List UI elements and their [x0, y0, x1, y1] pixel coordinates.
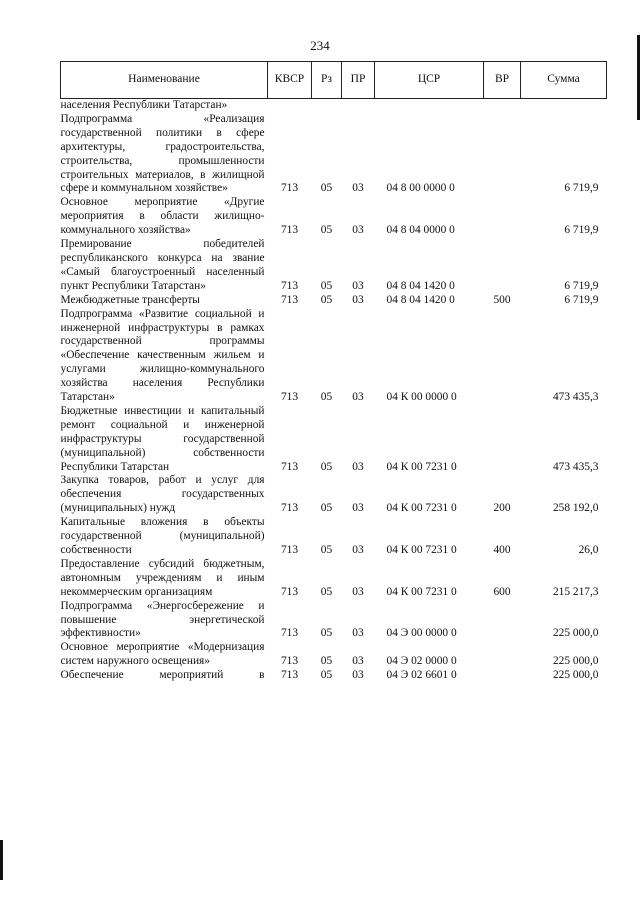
budget-table	[60, 61, 607, 683]
row-kvsr: 713	[280, 279, 299, 292]
row-pr: 03	[352, 224, 364, 237]
row-vr: 500	[493, 293, 511, 306]
row-csr: 04 8 00 0000 0	[386, 182, 455, 195]
header-rz: Рз	[312, 62, 342, 99]
row-sum: 473 435,3	[552, 391, 599, 404]
row-vr	[484, 113, 521, 196]
table-row	[61, 669, 607, 683]
row-csr	[375, 99, 484, 113]
row-csr: 04 К 00 7231 0	[386, 585, 457, 598]
row-rz: 05	[320, 279, 333, 292]
row-sum: 6 719,9	[564, 293, 599, 306]
row-rz: 05	[320, 293, 333, 306]
row-name: Подпрограмма «Энергосбережение и повышение энергетической эффективности»	[60, 599, 265, 640]
row-sum: 6 719,9	[564, 182, 599, 195]
page-number: 234	[310, 38, 330, 53]
table-row	[61, 558, 607, 600]
header-vr: ВР	[484, 62, 521, 99]
row-name: Межбюджетные трансферты	[60, 293, 200, 306]
table-row	[61, 516, 607, 558]
row-name: Закупка товаров, работ и услуг для обеспечения государственных (муниципальных) нужд	[60, 474, 265, 515]
table-row	[61, 308, 607, 405]
row-rz: 05	[320, 627, 333, 640]
row-vr	[484, 641, 521, 669]
row-pr	[342, 99, 375, 113]
row-pr: 03	[352, 585, 364, 598]
table-row	[61, 294, 607, 308]
row-name: Капитальные вложения в объекты государственной (муниципальной) собственности	[60, 516, 265, 556]
row-kvsr: 713	[280, 502, 299, 515]
row-sum: 6 719,9	[564, 279, 599, 292]
row-vr	[484, 308, 521, 405]
header-name: Наименование	[61, 62, 268, 99]
row-name: населения Республики Татарстан»	[60, 99, 228, 111]
row-vr: 600	[493, 585, 511, 598]
row-name: Подпрограмма «Развитие социальной и инженерной инфраструктуры в рамках государственной программы «Обеспечение качественным жильем и услугами жилищно-коммунального хозяйства населения Республики Татарстан»	[60, 307, 265, 404]
row-pr: 03	[352, 669, 364, 682]
row-rz: 05	[320, 544, 333, 556]
row-vr	[484, 405, 521, 475]
row-vr	[484, 196, 521, 238]
row-name: Обеспечение мероприятий в	[60, 669, 265, 682]
row-rz: 05	[320, 391, 333, 404]
row-csr: 04 Э 00 0000 0	[386, 627, 457, 640]
header-csr: ЦСР	[375, 62, 484, 99]
row-csr: 04 К 00 7231 0	[386, 544, 457, 556]
table-row	[61, 238, 607, 294]
row-name: Подпрограмма «Реализация государственной политики в сфере архитектуры, градостроительства, строительства, промышленности строительных материалов, в жилищной сфере и коммунальном хозяйстве»	[60, 112, 265, 195]
row-kvsr: 713	[280, 460, 299, 473]
row-kvsr: 713	[280, 182, 299, 195]
table-row	[61, 641, 607, 669]
header-kvsr: КВСР	[268, 62, 312, 99]
row-csr: 04 К 00 7231 0	[386, 460, 457, 473]
table-row	[61, 113, 607, 196]
row-name: Предоставление субсидий бюджетным, автономным учреждениям и иным некоммерческим организациям	[60, 557, 265, 598]
table-row	[61, 405, 607, 475]
row-sum: 225 000,0	[552, 627, 599, 640]
row-rz	[312, 99, 342, 113]
row-vr	[484, 99, 521, 113]
row-rz: 05	[320, 585, 333, 598]
row-vr	[484, 600, 521, 642]
row-pr: 03	[352, 655, 364, 668]
row-kvsr: 713	[280, 391, 299, 404]
table-row	[61, 99, 607, 113]
table-row	[61, 196, 607, 238]
row-sum	[521, 99, 607, 113]
row-sum: 473 435,3	[552, 460, 599, 473]
row-name: Основное мероприятие «Модернизация систем наружного освещения»	[60, 641, 265, 668]
row-pr: 03	[352, 544, 364, 556]
row-csr: 04 Э 02 6601 0	[386, 669, 457, 682]
row-vr	[484, 669, 521, 683]
row-pr: 03	[352, 182, 364, 195]
row-rz: 05	[320, 182, 333, 195]
row-kvsr: 713	[280, 224, 299, 237]
table-row	[61, 600, 607, 642]
row-pr: 03	[352, 279, 364, 292]
row-vr: 200	[493, 502, 511, 515]
row-pr: 03	[352, 502, 364, 515]
table-header-row	[61, 62, 607, 99]
row-sum: 258 192,0	[552, 502, 599, 515]
row-vr	[484, 238, 521, 294]
row-kvsr: 713	[280, 544, 299, 556]
row-csr: 04 8 04 1420 0	[386, 293, 455, 306]
row-pr: 03	[352, 627, 364, 640]
row-rz: 05	[320, 502, 333, 515]
row-csr: 04 Э 02 0000 0	[386, 655, 457, 668]
row-sum: 26,0	[578, 544, 599, 556]
row-name: Бюджетные инвестиции и капитальный ремонт социальной и инженерной инфраструктуры государственной (муниципальной) собственности Республики Татарстан	[60, 404, 265, 473]
row-kvsr: 713	[280, 669, 299, 682]
row-csr: 04 8 04 1420 0	[386, 279, 455, 292]
table-row	[61, 474, 607, 516]
row-csr: 04 К 00 0000 0	[386, 391, 457, 404]
row-sum: 225 000,0	[552, 655, 599, 668]
row-pr: 03	[352, 460, 364, 473]
row-sum: 225 000,0	[552, 669, 599, 682]
row-rz: 05	[320, 655, 333, 668]
row-rz: 05	[320, 669, 333, 682]
scan-edge-mark	[0, 840, 3, 880]
row-sum: 6 719,9	[564, 224, 599, 237]
row-name: Основное мероприятие «Другие мероприятия в области жилищно-коммунального хозяйства»	[60, 196, 265, 237]
row-name: Премирование победителей республиканского конкурса на звание «Самый благоустроенный населенный пункт Республики Татарстан»	[60, 238, 265, 292]
row-kvsr: 713	[280, 293, 299, 306]
header-sum: Сумма	[521, 62, 607, 99]
header-pr: ПР	[342, 62, 375, 99]
row-rz: 05	[320, 224, 333, 237]
row-sum: 215 217,3	[552, 585, 599, 598]
row-vr: 400	[493, 544, 511, 556]
row-csr: 04 8 04 0000 0	[386, 224, 455, 237]
row-pr: 03	[352, 293, 364, 306]
row-pr: 03	[352, 391, 364, 404]
row-kvsr	[268, 99, 312, 113]
row-rz: 05	[320, 460, 333, 473]
row-kvsr: 713	[280, 655, 299, 668]
row-kvsr: 713	[280, 585, 299, 598]
row-csr: 04 К 00 7231 0	[386, 502, 457, 515]
row-kvsr: 713	[280, 627, 299, 640]
